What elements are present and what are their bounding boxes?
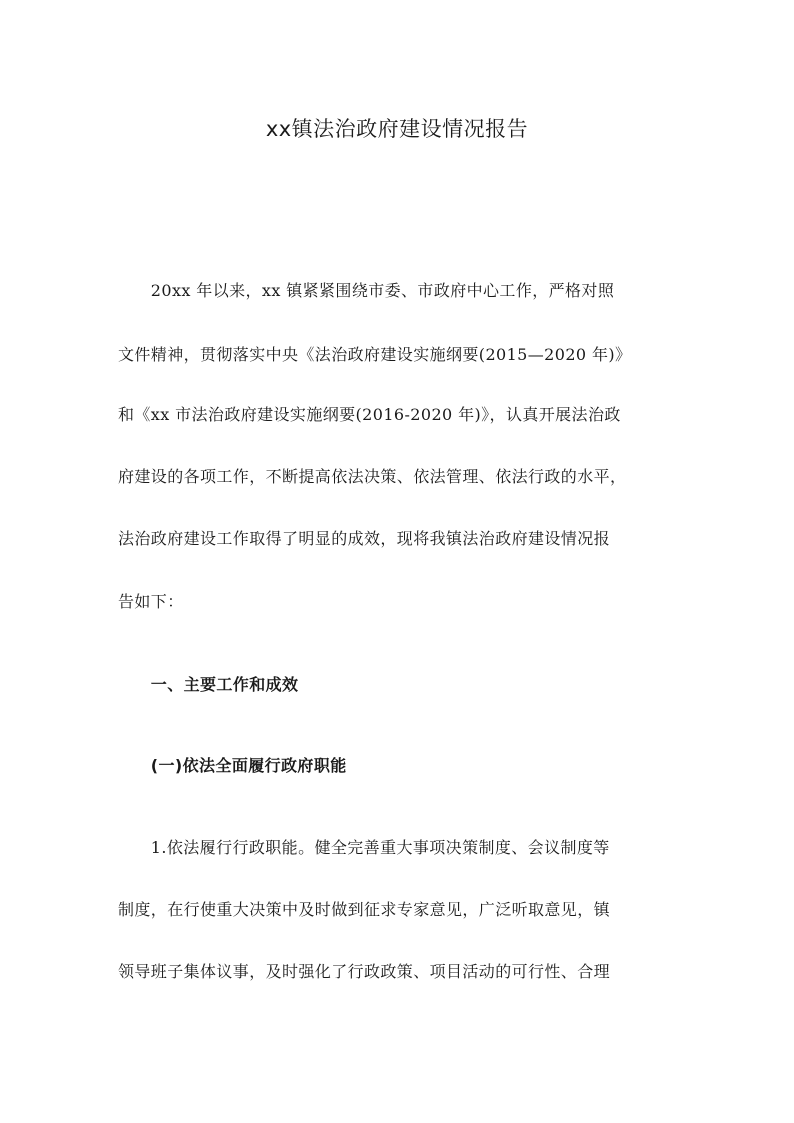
- document-title: xx镇法治政府建设情况报告: [265, 117, 529, 141]
- paragraph-line: 和《xx 市法治政府建设实施纲要(2016-2020 年)》，认真开展法治政: [118, 405, 621, 424]
- paragraph-line: 告如下：: [118, 592, 184, 611]
- paragraph-line: 20xx 年以来，xx 镇紧紧围绕市委、市政府中心工作，严格对照: [118, 281, 615, 300]
- paragraph-line: 1.依法履行行政职能。健全完善重大事项决策制度、会议制度等: [118, 838, 610, 857]
- paragraph-line: 府建设的各项工作，不断提高依法决策、依法管理、依法行政的水平，: [118, 467, 627, 486]
- section-heading: 一、主要工作和成效: [118, 675, 299, 694]
- paragraph-line: 制度，在行使重大决策中及时做到征求专家意见，广泛听取意见，镇: [118, 900, 611, 919]
- paragraph-line: 法治政府建设工作取得了明显的成效，现将我镇法治政府建设情况报: [118, 529, 611, 548]
- paragraph-line: 领导班子集体议事，及时强化了行政政策、项目活动的可行性、合理: [118, 962, 611, 981]
- subsection-heading: (一)依法全面履行政府职能: [118, 756, 347, 775]
- paragraph-line: 文件精神，贯彻落实中央《法治政府建设实施纲要(2015—2020 年)》: [118, 345, 632, 364]
